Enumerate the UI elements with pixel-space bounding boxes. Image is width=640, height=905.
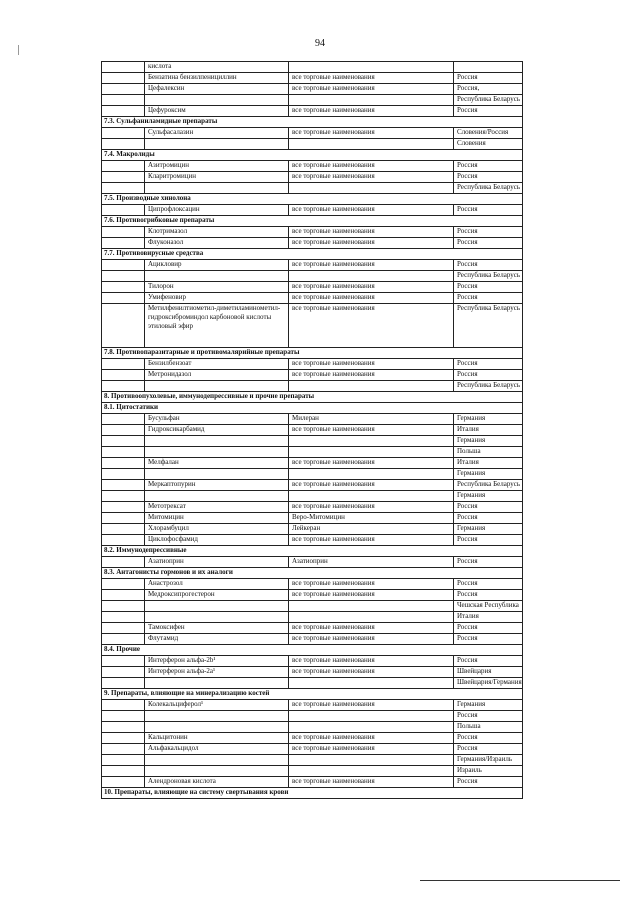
- section-header-row: [102, 403, 523, 414]
- country-cell: Германия: [454, 436, 523, 447]
- trade-name-cell: все торговые наименования: [289, 634, 454, 645]
- trade-name-cell: все торговые наименования: [289, 227, 454, 238]
- indent-cell: [102, 469, 145, 480]
- table-row: [102, 755, 523, 766]
- country-cell: Россия: [454, 293, 523, 304]
- indent-cell: [102, 227, 145, 238]
- footer-rule: [420, 880, 620, 881]
- table-row: [102, 172, 523, 183]
- section-label: 7.8. Противопаразитарные и противомалярийные препараты: [102, 348, 523, 359]
- indent-cell: [102, 106, 145, 117]
- table-row: [102, 62, 523, 73]
- table-row: [102, 414, 523, 425]
- indent-cell: [102, 73, 145, 84]
- table-row: [102, 634, 523, 645]
- indent-cell: [102, 601, 145, 612]
- drug-name-cell: Цефалексин: [145, 84, 289, 95]
- country-cell: Германия: [454, 491, 523, 502]
- country-cell: Швейцария: [454, 667, 523, 678]
- trade-name-cell: [289, 95, 454, 106]
- drug-name-cell: Цефуроксим: [145, 106, 289, 117]
- indent-cell: [102, 634, 145, 645]
- country-cell: Республика Беларусь: [454, 480, 523, 491]
- table-row: [102, 557, 523, 568]
- drug-name-cell: Метилфенилтиометил-диметиламинометил-гидроксиброминдол карбоновой кислоты этиловый эфир: [145, 304, 289, 348]
- drug-name-cell: [145, 447, 289, 458]
- table-row: [102, 744, 523, 755]
- country-cell: Италия: [454, 425, 523, 436]
- indent-cell: [102, 590, 145, 601]
- table-row: [102, 128, 523, 139]
- country-cell: Швейцария/Германия: [454, 678, 523, 689]
- indent-cell: [102, 744, 145, 755]
- table-row: [102, 436, 523, 447]
- indent-cell: [102, 304, 145, 348]
- country-cell: Россия: [454, 513, 523, 524]
- country-cell: Россия: [454, 557, 523, 568]
- indent-cell: [102, 711, 145, 722]
- drug-name-cell: [145, 139, 289, 150]
- table-row: [102, 678, 523, 689]
- indent-cell: [102, 524, 145, 535]
- indent-cell: [102, 656, 145, 667]
- table-row: [102, 623, 523, 634]
- trade-name-cell: все торговые наименования: [289, 128, 454, 139]
- indent-cell: [102, 271, 145, 282]
- trade-name-cell: все торговые наименования: [289, 590, 454, 601]
- country-cell: Россия: [454, 172, 523, 183]
- country-cell: Республика Беларусь: [454, 183, 523, 194]
- trade-name-cell: [289, 711, 454, 722]
- drug-name-cell: Митомицин: [145, 513, 289, 524]
- drug-name-cell: [145, 711, 289, 722]
- country-cell: Республика Беларусь: [454, 304, 523, 348]
- table-row: [102, 601, 523, 612]
- indent-cell: [102, 183, 145, 194]
- table-row: [102, 139, 523, 150]
- indent-cell: [102, 282, 145, 293]
- drug-name-cell: Азатиоприн: [145, 557, 289, 568]
- trade-name-cell: [289, 601, 454, 612]
- trade-name-cell: все торговые наименования: [289, 304, 454, 348]
- trade-name-cell: все торговые наименования: [289, 744, 454, 755]
- trade-name-cell: все торговые наименования: [289, 667, 454, 678]
- drug-name-cell: Колекальциферол¹: [145, 700, 289, 711]
- indent-cell: [102, 678, 145, 689]
- drug-name-cell: [145, 95, 289, 106]
- indent-cell: [102, 722, 145, 733]
- country-cell: [454, 62, 523, 73]
- table-row: [102, 183, 523, 194]
- indent-cell: [102, 513, 145, 524]
- indent-cell: [102, 238, 145, 249]
- drug-name-cell: Кларитромицин: [145, 172, 289, 183]
- section-label: 7.3. Сульфаниламидные препараты: [102, 117, 523, 128]
- trade-name-cell: [289, 381, 454, 392]
- drug-name-cell: Азитромицин: [145, 161, 289, 172]
- drug-name-cell: кислота: [145, 62, 289, 73]
- drug-name-cell: [145, 469, 289, 480]
- indent-cell: [102, 557, 145, 568]
- table-row: [102, 260, 523, 271]
- drug-name-cell: Метотрексат: [145, 502, 289, 513]
- table-row: [102, 447, 523, 458]
- drug-name-cell: Бензилбензоат: [145, 359, 289, 370]
- trade-name-cell: все торговые наименования: [289, 623, 454, 634]
- table-row: [102, 722, 523, 733]
- table-row: [102, 513, 523, 524]
- country-cell: Словения/Россия: [454, 128, 523, 139]
- indent-cell: [102, 425, 145, 436]
- trade-name-cell: [289, 139, 454, 150]
- drug-name-cell: [145, 381, 289, 392]
- country-cell: Россия: [454, 106, 523, 117]
- country-cell: Россия: [454, 777, 523, 788]
- country-cell: Россия: [454, 535, 523, 546]
- drug-name-cell: [145, 612, 289, 623]
- drug-name-cell: Тилорон: [145, 282, 289, 293]
- table-row: [102, 480, 523, 491]
- drug-name-cell: Гидроксикарбамид: [145, 425, 289, 436]
- trade-name-cell: [289, 766, 454, 777]
- drug-name-cell: Мелфалан: [145, 458, 289, 469]
- table-row: [102, 359, 523, 370]
- indent-cell: [102, 579, 145, 590]
- trade-name-cell: все торговые наименования: [289, 656, 454, 667]
- trade-name-cell: все торговые наименования: [289, 535, 454, 546]
- country-cell: Россия: [454, 711, 523, 722]
- table-row: [102, 700, 523, 711]
- table-row: [102, 766, 523, 777]
- country-cell: Польша: [454, 447, 523, 458]
- drug-name-cell: Хлорамбуцил: [145, 524, 289, 535]
- table-row: [102, 282, 523, 293]
- trade-name-cell: все торговые наименования: [289, 458, 454, 469]
- country-cell: Россия: [454, 260, 523, 271]
- drug-name-cell: Медроксипрогестерон: [145, 590, 289, 601]
- country-cell: Россия: [454, 370, 523, 381]
- country-cell: Россия: [454, 205, 523, 216]
- indent-cell: [102, 535, 145, 546]
- indent-cell: [102, 128, 145, 139]
- trade-name-cell: все торговые наименования: [289, 205, 454, 216]
- trade-name-cell: все торговые наименования: [289, 733, 454, 744]
- indent-cell: [102, 172, 145, 183]
- trade-name-cell: [289, 62, 454, 73]
- indent-cell: [102, 62, 145, 73]
- country-cell: Россия: [454, 161, 523, 172]
- drug-name-cell: Меркаптопурин: [145, 480, 289, 491]
- section-header-row: [102, 392, 523, 403]
- section-header-row: [102, 348, 523, 359]
- table-row: [102, 524, 523, 535]
- indent-cell: [102, 480, 145, 491]
- drug-name-cell: Ципрофлоксацин: [145, 205, 289, 216]
- country-cell: Россия: [454, 579, 523, 590]
- country-cell: Россия: [454, 634, 523, 645]
- trade-name-cell: [289, 436, 454, 447]
- country-cell: Россия: [454, 623, 523, 634]
- country-cell: Израиль: [454, 766, 523, 777]
- section-header-row: [102, 150, 523, 161]
- drug-name-cell: Флутамид: [145, 634, 289, 645]
- drug-name-cell: Альфакальцидол: [145, 744, 289, 755]
- country-cell: Германия/Израиль: [454, 755, 523, 766]
- drug-name-cell: Кальцитонин: [145, 733, 289, 744]
- trade-name-cell: [289, 491, 454, 502]
- table-row: [102, 95, 523, 106]
- country-cell: Россия: [454, 733, 523, 744]
- section-header-row: [102, 788, 523, 799]
- trade-name-cell: [289, 755, 454, 766]
- indent-cell: [102, 700, 145, 711]
- table-row: [102, 535, 523, 546]
- drug-name-cell: [145, 183, 289, 194]
- trade-name-cell: все торговые наименования: [289, 260, 454, 271]
- indent-cell: [102, 458, 145, 469]
- drug-name-cell: [145, 271, 289, 282]
- country-cell: Россия: [454, 744, 523, 755]
- indent-cell: [102, 436, 145, 447]
- indent-cell: [102, 370, 145, 381]
- country-cell: Россия: [454, 502, 523, 513]
- indent-cell: [102, 733, 145, 744]
- trade-name-cell: все торговые наименования: [289, 73, 454, 84]
- drug-name-cell: Бензатина бензилпенициллин: [145, 73, 289, 84]
- indent-cell: [102, 766, 145, 777]
- country-cell: Италия: [454, 458, 523, 469]
- indent-cell: [102, 667, 145, 678]
- country-cell: Россия: [454, 282, 523, 293]
- trade-name-cell: Милеран: [289, 414, 454, 425]
- trade-name-cell: [289, 447, 454, 458]
- drug-name-cell: [145, 755, 289, 766]
- drug-name-cell: Умифеновир: [145, 293, 289, 304]
- indent-cell: [102, 612, 145, 623]
- table-row: [102, 612, 523, 623]
- trade-name-cell: все торговые наименования: [289, 84, 454, 95]
- country-cell: Россия: [454, 590, 523, 601]
- table-row: [102, 84, 523, 95]
- indent-cell: [102, 381, 145, 392]
- trade-name-cell: [289, 183, 454, 194]
- country-cell: Чешская Республика: [454, 601, 523, 612]
- trade-name-cell: все торговые наименования: [289, 238, 454, 249]
- table-row: [102, 590, 523, 601]
- drug-name-cell: Алендроновая кислота: [145, 777, 289, 788]
- table-row: [102, 293, 523, 304]
- indent-cell: [102, 491, 145, 502]
- indent-cell: [102, 205, 145, 216]
- trade-name-cell: Лейкеран: [289, 524, 454, 535]
- table-row: [102, 458, 523, 469]
- section-header-row: [102, 689, 523, 700]
- section-label: 10. Препараты, влияющие на систему свертывания крови: [102, 788, 523, 799]
- table-row: [102, 271, 523, 282]
- section-label: 9. Препараты, влияющие на минерализацию костей: [102, 689, 523, 700]
- trade-name-cell: все торговые наименования: [289, 172, 454, 183]
- drug-name-cell: [145, 722, 289, 733]
- country-cell: Германия: [454, 414, 523, 425]
- section-header-row: [102, 568, 523, 579]
- trade-name-cell: [289, 271, 454, 282]
- indent-cell: [102, 359, 145, 370]
- indent-cell: [102, 447, 145, 458]
- drug-name-cell: Тамоксифен: [145, 623, 289, 634]
- table-row: [102, 381, 523, 392]
- country-cell: Россия: [454, 238, 523, 249]
- indent-cell: [102, 777, 145, 788]
- table-row: [102, 579, 523, 590]
- table-row: [102, 469, 523, 480]
- country-cell: Словения: [454, 139, 523, 150]
- table-row: [102, 491, 523, 502]
- drug-name-cell: [145, 491, 289, 502]
- table-row: [102, 425, 523, 436]
- country-cell: Республика Беларусь: [454, 95, 523, 106]
- table-row: [102, 777, 523, 788]
- table-row: [102, 370, 523, 381]
- drug-name-cell: Метронидазол: [145, 370, 289, 381]
- trade-name-cell: все торговые наименования: [289, 425, 454, 436]
- section-label: 8.3. Антагонисты гормонов и их аналоги: [102, 568, 523, 579]
- drug-name-cell: Флуконазол: [145, 238, 289, 249]
- trade-name-cell: все торговые наименования: [289, 293, 454, 304]
- trade-name-cell: все торговые наименования: [289, 359, 454, 370]
- indent-cell: [102, 755, 145, 766]
- indent-cell: [102, 293, 145, 304]
- table-row: [102, 733, 523, 744]
- table-row: [102, 667, 523, 678]
- country-cell: Россия: [454, 73, 523, 84]
- trade-name-cell: все торговые наименования: [289, 480, 454, 491]
- drug-name-cell: [145, 678, 289, 689]
- country-cell: Россия: [454, 656, 523, 667]
- trade-name-cell: [289, 678, 454, 689]
- section-label: 8.4. Прочие: [102, 645, 523, 656]
- country-cell: Республика Беларусь: [454, 271, 523, 282]
- indent-cell: [102, 502, 145, 513]
- table-row: [102, 73, 523, 84]
- drug-name-cell: Бусульфан: [145, 414, 289, 425]
- section-header-row: [102, 249, 523, 260]
- trade-name-cell: [289, 722, 454, 733]
- drug-name-cell: [145, 436, 289, 447]
- section-label: 7.6. Противогрибковые препараты: [102, 216, 523, 227]
- section-header-row: [102, 194, 523, 205]
- table-row: [102, 711, 523, 722]
- drug-name-cell: Сульфасалазин: [145, 128, 289, 139]
- section-label: 7.5. Производные хинолона: [102, 194, 523, 205]
- section-header-row: [102, 117, 523, 128]
- indent-cell: [102, 84, 145, 95]
- drug-table-body: [102, 62, 523, 799]
- country-cell: Германия: [454, 469, 523, 480]
- trade-name-cell: все торговые наименования: [289, 282, 454, 293]
- country-cell: Россия: [454, 227, 523, 238]
- section-label: 8. Противоопухолевые, иммунодепрессивные и прочие препараты: [102, 392, 523, 403]
- drug-name-cell: Интерферон альфа-2a¹: [145, 667, 289, 678]
- trade-name-cell: все торговые наименования: [289, 777, 454, 788]
- table-row: [102, 502, 523, 513]
- country-cell: Германия: [454, 700, 523, 711]
- indent-cell: [102, 161, 145, 172]
- country-cell: Германия: [454, 524, 523, 535]
- indent-cell: [102, 139, 145, 150]
- table-row: [102, 106, 523, 117]
- section-label: 8.2. Иммунодепрессивные: [102, 546, 523, 557]
- section-header-row: [102, 645, 523, 656]
- drug-name-cell: Интерферон альфа-2b¹: [145, 656, 289, 667]
- section-label: 8.1. Цитостатики: [102, 403, 523, 414]
- table-row: [102, 656, 523, 667]
- drug-name-cell: Циклофосфамид: [145, 535, 289, 546]
- table-row: [102, 238, 523, 249]
- section-label: 7.7. Противовирусные средства: [102, 249, 523, 260]
- indent-cell: [102, 414, 145, 425]
- trade-name-cell: все торговые наименования: [289, 370, 454, 381]
- section-label: 7.4. Макролиды: [102, 150, 523, 161]
- drug-name-cell: Клотримазол: [145, 227, 289, 238]
- country-cell: Республика Беларусь: [454, 381, 523, 392]
- indent-cell: [102, 623, 145, 634]
- country-cell: Италия: [454, 612, 523, 623]
- trade-name-cell: [289, 469, 454, 480]
- trade-name-cell: Веро-Митомицин: [289, 513, 454, 524]
- table-row: [102, 205, 523, 216]
- indent-cell: [102, 95, 145, 106]
- trade-name-cell: [289, 612, 454, 623]
- drug-table: [101, 61, 523, 799]
- drug-name-cell: Анастрозол: [145, 579, 289, 590]
- drug-name-cell: [145, 601, 289, 612]
- page-number: 94: [315, 38, 325, 49]
- trade-name-cell: все торговые наименования: [289, 502, 454, 513]
- country-cell: Россия: [454, 359, 523, 370]
- trade-name-cell: все торговые наименования: [289, 579, 454, 590]
- table-row: [102, 227, 523, 238]
- country-cell: Россия,: [454, 84, 523, 95]
- country-cell: Польша: [454, 722, 523, 733]
- table-row: [102, 304, 523, 348]
- trade-name-cell: Азатиоприн: [289, 557, 454, 568]
- indent-cell: [102, 260, 145, 271]
- section-header-row: [102, 216, 523, 227]
- trade-name-cell: все торговые наименования: [289, 106, 454, 117]
- drug-name-cell: Ацикловир: [145, 260, 289, 271]
- drug-name-cell: [145, 766, 289, 777]
- table-row: [102, 161, 523, 172]
- trade-name-cell: все торговые наименования: [289, 161, 454, 172]
- trade-name-cell: все торговые наименования: [289, 700, 454, 711]
- section-header-row: [102, 546, 523, 557]
